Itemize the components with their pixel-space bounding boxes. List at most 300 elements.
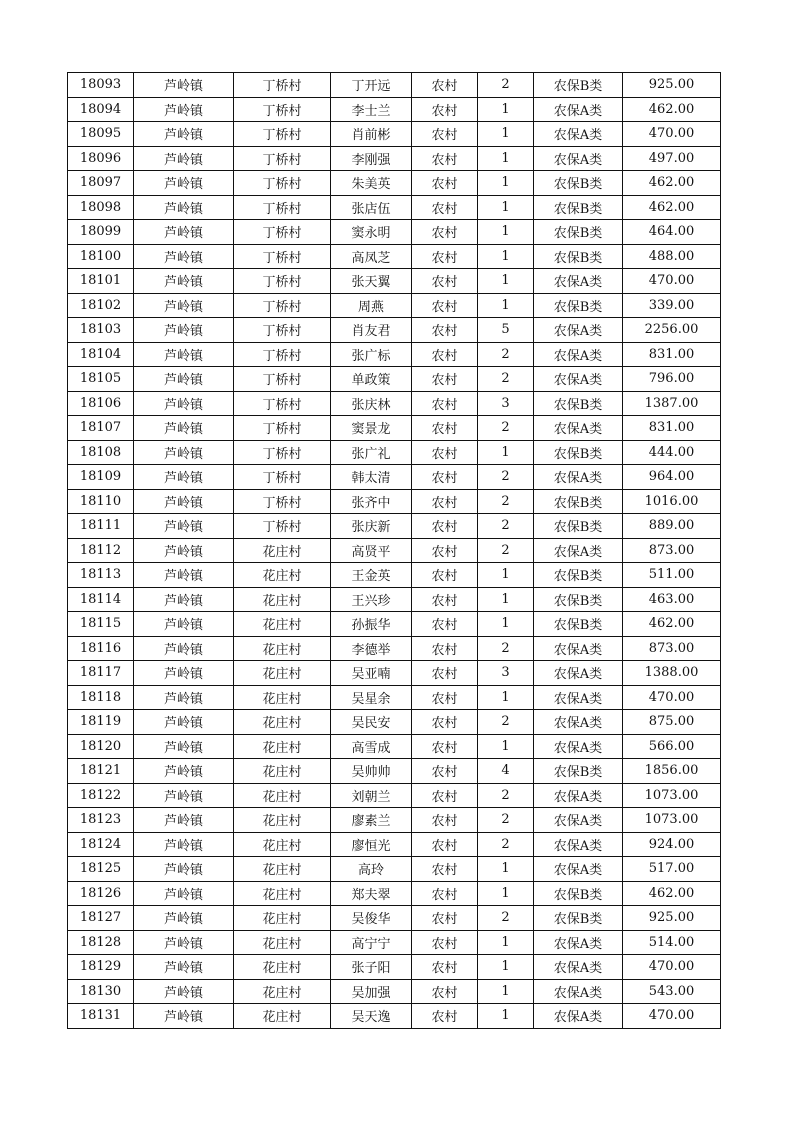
insurance-type-cell: 农保A类 <box>534 710 623 735</box>
household-count-cell: 1 <box>478 269 534 294</box>
table-row <box>68 269 721 294</box>
household-count-cell: 2 <box>478 808 534 833</box>
area-type-cell: 农村 <box>412 979 478 1004</box>
id-cell: 18117 <box>68 661 134 686</box>
table-row <box>68 318 721 343</box>
amount-cell: 925.00 <box>623 906 721 931</box>
amount-cell: 831.00 <box>623 416 721 441</box>
area-type-cell: 农村 <box>412 514 478 539</box>
id-cell: 18129 <box>68 955 134 980</box>
id-cell: 18130 <box>68 979 134 1004</box>
insurance-type-cell: 农保B类 <box>534 195 623 220</box>
town-cell: 芦岭镇 <box>134 759 234 784</box>
insurance-type-cell: 农保B类 <box>534 244 623 269</box>
village-cell: 花庄村 <box>234 710 331 735</box>
insurance-type-cell: 农保A类 <box>534 832 623 857</box>
insurance-type-cell: 农保B类 <box>534 881 623 906</box>
name-cell: 肖前彬 <box>331 122 412 147</box>
insurance-type-cell: 农保A类 <box>534 269 623 294</box>
area-type-cell: 农村 <box>412 97 478 122</box>
insurance-type-cell: 农保A类 <box>534 783 623 808</box>
insurance-type-cell: 农保A类 <box>534 808 623 833</box>
town-cell: 芦岭镇 <box>134 220 234 245</box>
village-cell: 丁桥村 <box>234 416 331 441</box>
area-type-cell: 农村 <box>412 391 478 416</box>
table-row <box>68 563 721 588</box>
id-cell: 18109 <box>68 465 134 490</box>
insurance-type-cell: 农保B类 <box>534 587 623 612</box>
household-count-cell: 3 <box>478 661 534 686</box>
table-row <box>68 808 721 833</box>
insurance-type-cell: 农保B类 <box>534 440 623 465</box>
name-cell: 李德举 <box>331 636 412 661</box>
table-row <box>68 759 721 784</box>
id-cell: 18100 <box>68 244 134 269</box>
village-cell: 花庄村 <box>234 1004 331 1029</box>
town-cell: 芦岭镇 <box>134 1004 234 1029</box>
area-type-cell: 农村 <box>412 318 478 343</box>
household-count-cell: 2 <box>478 489 534 514</box>
name-cell: 周燕 <box>331 293 412 318</box>
area-type-cell: 农村 <box>412 783 478 808</box>
area-type-cell: 农村 <box>412 808 478 833</box>
amount-cell: 924.00 <box>623 832 721 857</box>
amount-cell: 1856.00 <box>623 759 721 784</box>
name-cell: 高玲 <box>331 857 412 882</box>
name-cell: 朱美英 <box>331 171 412 196</box>
id-cell: 18115 <box>68 612 134 637</box>
name-cell: 丁开远 <box>331 73 412 98</box>
village-cell: 花庄村 <box>234 612 331 637</box>
area-type-cell: 农村 <box>412 1004 478 1029</box>
insurance-type-cell: 农保A类 <box>534 342 623 367</box>
amount-cell: 470.00 <box>623 685 721 710</box>
name-cell: 吴星余 <box>331 685 412 710</box>
table-row <box>68 881 721 906</box>
village-cell: 丁桥村 <box>234 244 331 269</box>
id-cell: 18107 <box>68 416 134 441</box>
amount-cell: 1073.00 <box>623 808 721 833</box>
insurance-type-cell: 农保B类 <box>534 489 623 514</box>
id-cell: 18108 <box>68 440 134 465</box>
village-cell: 花庄村 <box>234 661 331 686</box>
insurance-type-cell: 农保B类 <box>534 612 623 637</box>
table-row <box>68 73 721 98</box>
id-cell: 18103 <box>68 318 134 343</box>
amount-cell: 463.00 <box>623 587 721 612</box>
area-type-cell: 农村 <box>412 146 478 171</box>
table-row <box>68 979 721 1004</box>
amount-cell: 462.00 <box>623 195 721 220</box>
insurance-type-cell: 农保B类 <box>534 171 623 196</box>
town-cell: 芦岭镇 <box>134 269 234 294</box>
id-cell: 18123 <box>68 808 134 833</box>
household-count-cell: 2 <box>478 342 534 367</box>
village-cell: 花庄村 <box>234 538 331 563</box>
table-row <box>68 514 721 539</box>
name-cell: 张店伍 <box>331 195 412 220</box>
table-row <box>68 220 721 245</box>
name-cell: 王金英 <box>331 563 412 588</box>
village-cell: 花庄村 <box>234 881 331 906</box>
insurance-type-cell: 农保B类 <box>534 906 623 931</box>
village-cell: 丁桥村 <box>234 514 331 539</box>
village-cell: 丁桥村 <box>234 489 331 514</box>
id-cell: 18110 <box>68 489 134 514</box>
insurance-type-cell: 农保B类 <box>534 514 623 539</box>
village-cell: 丁桥村 <box>234 318 331 343</box>
insurance-type-cell: 农保B类 <box>534 220 623 245</box>
area-type-cell: 农村 <box>412 416 478 441</box>
name-cell: 李士兰 <box>331 97 412 122</box>
household-count-cell: 1 <box>478 293 534 318</box>
insurance-type-cell: 农保A类 <box>534 930 623 955</box>
amount-cell: 462.00 <box>623 171 721 196</box>
name-cell: 吴加强 <box>331 979 412 1004</box>
name-cell: 吴天逸 <box>331 1004 412 1029</box>
town-cell: 芦岭镇 <box>134 685 234 710</box>
area-type-cell: 农村 <box>412 293 478 318</box>
area-type-cell: 农村 <box>412 710 478 735</box>
town-cell: 芦岭镇 <box>134 97 234 122</box>
village-cell: 丁桥村 <box>234 97 331 122</box>
insurance-type-cell: 农保B类 <box>534 563 623 588</box>
insurance-type-cell: 农保A类 <box>534 734 623 759</box>
table-row <box>68 538 721 563</box>
amount-cell: 1388.00 <box>623 661 721 686</box>
household-count-cell: 2 <box>478 783 534 808</box>
id-cell: 18131 <box>68 1004 134 1029</box>
village-cell: 花庄村 <box>234 587 331 612</box>
amount-cell: 462.00 <box>623 612 721 637</box>
area-type-cell: 农村 <box>412 171 478 196</box>
insurance-type-cell: 农保B类 <box>534 293 623 318</box>
name-cell: 张广标 <box>331 342 412 367</box>
id-cell: 18114 <box>68 587 134 612</box>
household-count-cell: 1 <box>478 979 534 1004</box>
town-cell: 芦岭镇 <box>134 661 234 686</box>
name-cell: 廖素兰 <box>331 808 412 833</box>
name-cell: 高雪成 <box>331 734 412 759</box>
village-cell: 丁桥村 <box>234 269 331 294</box>
amount-cell: 873.00 <box>623 538 721 563</box>
town-cell: 芦岭镇 <box>134 538 234 563</box>
village-cell: 丁桥村 <box>234 195 331 220</box>
table-row <box>68 391 721 416</box>
area-type-cell: 农村 <box>412 269 478 294</box>
insurance-type-cell: 农保A类 <box>534 465 623 490</box>
records-table <box>67 72 721 1029</box>
town-cell: 芦岭镇 <box>134 73 234 98</box>
insurance-type-cell: 农保A类 <box>534 416 623 441</box>
household-count-cell: 2 <box>478 416 534 441</box>
amount-cell: 462.00 <box>623 97 721 122</box>
id-cell: 18093 <box>68 73 134 98</box>
town-cell: 芦岭镇 <box>134 391 234 416</box>
household-count-cell: 2 <box>478 367 534 392</box>
amount-cell: 470.00 <box>623 955 721 980</box>
table-row <box>68 440 721 465</box>
town-cell: 芦岭镇 <box>134 342 234 367</box>
amount-cell: 488.00 <box>623 244 721 269</box>
table-row <box>68 906 721 931</box>
household-count-cell: 3 <box>478 391 534 416</box>
household-count-cell: 4 <box>478 759 534 784</box>
town-cell: 芦岭镇 <box>134 734 234 759</box>
amount-cell: 470.00 <box>623 269 721 294</box>
name-cell: 王兴珍 <box>331 587 412 612</box>
area-type-cell: 农村 <box>412 367 478 392</box>
insurance-type-cell: 农保A类 <box>534 955 623 980</box>
insurance-type-cell: 农保A类 <box>534 146 623 171</box>
table-row <box>68 930 721 955</box>
town-cell: 芦岭镇 <box>134 881 234 906</box>
household-count-cell: 1 <box>478 587 534 612</box>
village-cell: 丁桥村 <box>234 465 331 490</box>
area-type-cell: 农村 <box>412 906 478 931</box>
household-count-cell: 1 <box>478 930 534 955</box>
town-cell: 芦岭镇 <box>134 122 234 147</box>
town-cell: 芦岭镇 <box>134 489 234 514</box>
amount-cell: 831.00 <box>623 342 721 367</box>
id-cell: 18097 <box>68 171 134 196</box>
household-count-cell: 1 <box>478 244 534 269</box>
insurance-type-cell: 农保A类 <box>534 661 623 686</box>
village-cell: 丁桥村 <box>234 293 331 318</box>
insurance-type-cell: 农保A类 <box>534 857 623 882</box>
household-count-cell: 1 <box>478 146 534 171</box>
area-type-cell: 农村 <box>412 342 478 367</box>
area-type-cell: 农村 <box>412 930 478 955</box>
amount-cell: 1387.00 <box>623 391 721 416</box>
name-cell: 吴俊华 <box>331 906 412 931</box>
amount-cell: 964.00 <box>623 465 721 490</box>
id-cell: 18127 <box>68 906 134 931</box>
table-row <box>68 587 721 612</box>
name-cell: 刘朝兰 <box>331 783 412 808</box>
id-cell: 18106 <box>68 391 134 416</box>
insurance-type-cell: 农保A类 <box>534 97 623 122</box>
name-cell: 张子阳 <box>331 955 412 980</box>
household-count-cell: 1 <box>478 563 534 588</box>
name-cell: 高贤平 <box>331 538 412 563</box>
village-cell: 丁桥村 <box>234 73 331 98</box>
name-cell: 李刚强 <box>331 146 412 171</box>
name-cell: 吴亚喃 <box>331 661 412 686</box>
town-cell: 芦岭镇 <box>134 587 234 612</box>
id-cell: 18113 <box>68 563 134 588</box>
amount-cell: 873.00 <box>623 636 721 661</box>
name-cell: 窦景龙 <box>331 416 412 441</box>
town-cell: 芦岭镇 <box>134 514 234 539</box>
town-cell: 芦岭镇 <box>134 906 234 931</box>
table-row <box>68 293 721 318</box>
table-row <box>68 342 721 367</box>
insurance-type-cell: 农保A类 <box>534 318 623 343</box>
village-cell: 花庄村 <box>234 979 331 1004</box>
area-type-cell: 农村 <box>412 73 478 98</box>
household-count-cell: 1 <box>478 171 534 196</box>
table-row <box>68 244 721 269</box>
area-type-cell: 农村 <box>412 955 478 980</box>
amount-cell: 462.00 <box>623 881 721 906</box>
town-cell: 芦岭镇 <box>134 832 234 857</box>
id-cell: 18096 <box>68 146 134 171</box>
amount-cell: 1073.00 <box>623 783 721 808</box>
table-row <box>68 685 721 710</box>
village-cell: 丁桥村 <box>234 367 331 392</box>
town-cell: 芦岭镇 <box>134 808 234 833</box>
village-cell: 丁桥村 <box>234 440 331 465</box>
household-count-cell: 1 <box>478 685 534 710</box>
id-cell: 18126 <box>68 881 134 906</box>
id-cell: 18128 <box>68 930 134 955</box>
area-type-cell: 农村 <box>412 489 478 514</box>
insurance-type-cell: 农保B类 <box>534 759 623 784</box>
insurance-type-cell: 农保A类 <box>534 685 623 710</box>
household-count-cell: 1 <box>478 857 534 882</box>
household-count-cell: 2 <box>478 538 534 563</box>
table-row <box>68 489 721 514</box>
town-cell: 芦岭镇 <box>134 930 234 955</box>
amount-cell: 339.00 <box>623 293 721 318</box>
area-type-cell: 农村 <box>412 538 478 563</box>
name-cell: 高凤芝 <box>331 244 412 269</box>
town-cell: 芦岭镇 <box>134 563 234 588</box>
village-cell: 丁桥村 <box>234 391 331 416</box>
amount-cell: 464.00 <box>623 220 721 245</box>
table-row <box>68 783 721 808</box>
amount-cell: 566.00 <box>623 734 721 759</box>
amount-cell: 514.00 <box>623 930 721 955</box>
village-cell: 花庄村 <box>234 563 331 588</box>
amount-cell: 470.00 <box>623 122 721 147</box>
village-cell: 丁桥村 <box>234 122 331 147</box>
name-cell: 吴帅帅 <box>331 759 412 784</box>
insurance-type-cell: 农保B类 <box>534 73 623 98</box>
area-type-cell: 农村 <box>412 612 478 637</box>
id-cell: 18120 <box>68 734 134 759</box>
town-cell: 芦岭镇 <box>134 465 234 490</box>
id-cell: 18121 <box>68 759 134 784</box>
amount-cell: 517.00 <box>623 857 721 882</box>
area-type-cell: 农村 <box>412 465 478 490</box>
amount-cell: 497.00 <box>623 146 721 171</box>
area-type-cell: 农村 <box>412 881 478 906</box>
name-cell: 韩太清 <box>331 465 412 490</box>
name-cell: 张庆新 <box>331 514 412 539</box>
area-type-cell: 农村 <box>412 563 478 588</box>
village-cell: 花庄村 <box>234 759 331 784</box>
amount-cell: 511.00 <box>623 563 721 588</box>
id-cell: 18104 <box>68 342 134 367</box>
amount-cell: 2256.00 <box>623 318 721 343</box>
table-row <box>68 367 721 392</box>
table-row <box>68 195 721 220</box>
village-cell: 丁桥村 <box>234 171 331 196</box>
village-cell: 花庄村 <box>234 857 331 882</box>
table-row <box>68 97 721 122</box>
village-cell: 花庄村 <box>234 930 331 955</box>
id-cell: 18101 <box>68 269 134 294</box>
town-cell: 芦岭镇 <box>134 416 234 441</box>
id-cell: 18118 <box>68 685 134 710</box>
amount-cell: 875.00 <box>623 710 721 735</box>
area-type-cell: 农村 <box>412 734 478 759</box>
household-count-cell: 1 <box>478 220 534 245</box>
town-cell: 芦岭镇 <box>134 783 234 808</box>
household-count-cell: 2 <box>478 906 534 931</box>
id-cell: 18099 <box>68 220 134 245</box>
amount-cell: 543.00 <box>623 979 721 1004</box>
area-type-cell: 农村 <box>412 195 478 220</box>
town-cell: 芦岭镇 <box>134 146 234 171</box>
village-cell: 花庄村 <box>234 832 331 857</box>
area-type-cell: 农村 <box>412 122 478 147</box>
table-row <box>68 612 721 637</box>
household-count-cell: 2 <box>478 832 534 857</box>
household-count-cell: 1 <box>478 612 534 637</box>
amount-cell: 444.00 <box>623 440 721 465</box>
area-type-cell: 农村 <box>412 587 478 612</box>
household-count-cell: 1 <box>478 440 534 465</box>
village-cell: 花庄村 <box>234 636 331 661</box>
table-row <box>68 955 721 980</box>
town-cell: 芦岭镇 <box>134 636 234 661</box>
area-type-cell: 农村 <box>412 636 478 661</box>
id-cell: 18095 <box>68 122 134 147</box>
table-row <box>68 171 721 196</box>
insurance-type-cell: 农保A类 <box>534 122 623 147</box>
household-count-cell: 5 <box>478 318 534 343</box>
id-cell: 18116 <box>68 636 134 661</box>
name-cell: 廖恒光 <box>331 832 412 857</box>
town-cell: 芦岭镇 <box>134 612 234 637</box>
town-cell: 芦岭镇 <box>134 171 234 196</box>
town-cell: 芦岭镇 <box>134 979 234 1004</box>
town-cell: 芦岭镇 <box>134 318 234 343</box>
amount-cell: 925.00 <box>623 73 721 98</box>
household-count-cell: 2 <box>478 73 534 98</box>
insurance-type-cell: 农保A类 <box>534 1004 623 1029</box>
household-count-cell: 1 <box>478 734 534 759</box>
table-row <box>68 661 721 686</box>
village-cell: 花庄村 <box>234 685 331 710</box>
id-cell: 18098 <box>68 195 134 220</box>
amount-cell: 796.00 <box>623 367 721 392</box>
name-cell: 高宁宁 <box>331 930 412 955</box>
household-count-cell: 2 <box>478 710 534 735</box>
amount-cell: 1016.00 <box>623 489 721 514</box>
name-cell: 吴民安 <box>331 710 412 735</box>
village-cell: 花庄村 <box>234 734 331 759</box>
insurance-type-cell: 农保A类 <box>534 367 623 392</box>
table-row <box>68 146 721 171</box>
table-row <box>68 710 721 735</box>
area-type-cell: 农村 <box>412 244 478 269</box>
household-count-cell: 2 <box>478 636 534 661</box>
town-cell: 芦岭镇 <box>134 710 234 735</box>
table-row <box>68 734 721 759</box>
household-count-cell: 1 <box>478 122 534 147</box>
insurance-type-cell: 农保A类 <box>534 979 623 1004</box>
village-cell: 花庄村 <box>234 808 331 833</box>
table-row <box>68 636 721 661</box>
insurance-type-cell: 农保B类 <box>534 391 623 416</box>
table-row <box>68 832 721 857</box>
amount-cell: 470.00 <box>623 1004 721 1029</box>
household-count-cell: 1 <box>478 1004 534 1029</box>
